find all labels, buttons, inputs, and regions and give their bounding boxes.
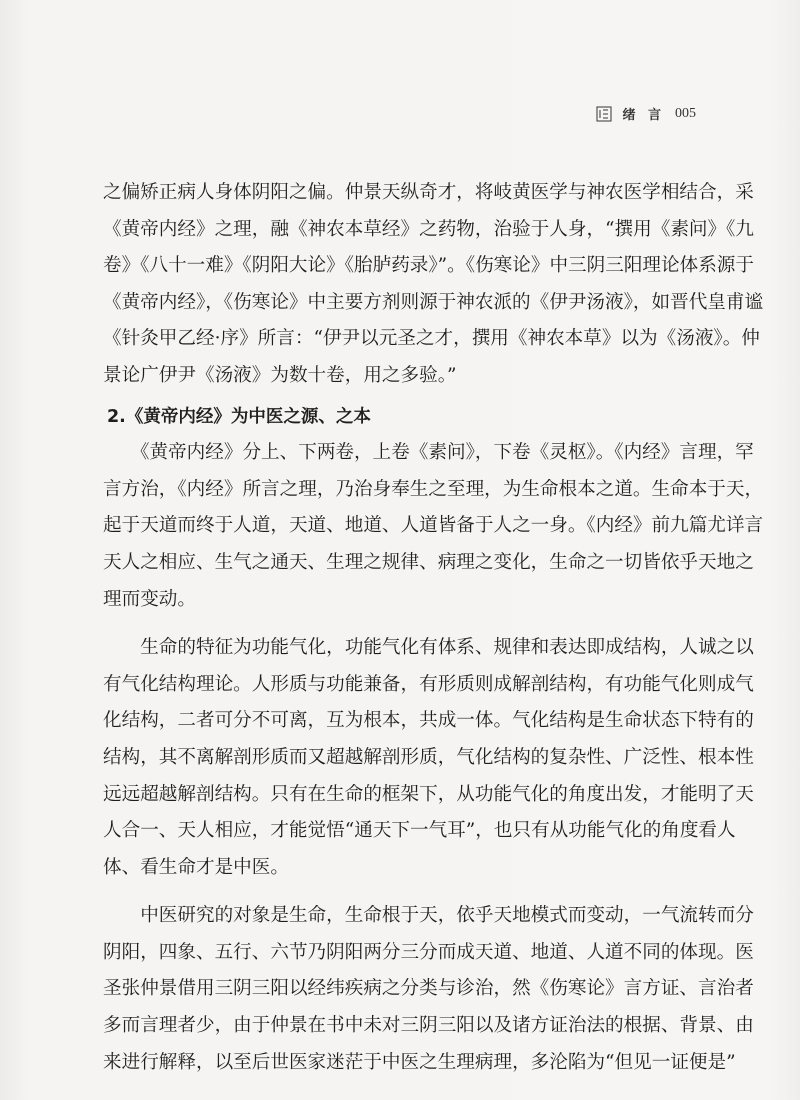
section-heading: 2.《黄帝内经》为中医之源、之本 [107, 406, 371, 427]
text-line: 结构，其不离解剖形质而又超越解剖形质，气化结构的复杂性、广泛性、根本性 [103, 746, 754, 768]
text-line: 《黄帝内经》之理，融《神农本草经》之药物，治验于人身，“撰用《素问》《九 [103, 218, 754, 240]
paragraph [103, 898, 754, 1081]
text-line: 起于天道而终于人道，天道、地道、人道皆备于人之一身。《内经》前九篇尤详言 [103, 515, 764, 537]
text-line: 体、看生命才是中医。 [103, 856, 289, 878]
text-line: 阴阳，四象、五行、六节乃阴阳两分三分而成天道、地道、人道不同的体现。医 [103, 941, 754, 963]
text-line: 化结构，二者可分不可离，互为根本，共成一体。气化结构是生命状态下特有的 [103, 710, 754, 732]
section-title: 绪 言 [622, 108, 665, 123]
text-line: 远远超越解剖结构。只有在生命的框架下，从功能气化的角度出发，才能明了天 [103, 783, 754, 805]
text-line: 天人之相应、生气之通天、生理之规律、病理之变化，生命之一切皆依乎天地之 [103, 551, 754, 573]
body-text [103, 175, 764, 1081]
paragraph [103, 175, 764, 395]
paragraph-gap [103, 886, 697, 898]
text-line: 《针灸甲乙经·序》所言：“伊尹以元圣之才，撰用《神农本草》以为《汤液》。仲 [103, 328, 760, 350]
book-seal-icon [596, 106, 612, 122]
text-line: 有气化结构理论。人形质与功能兼备，有形质则成解剖结构，有功能气化则成气 [103, 673, 754, 695]
text-line: 之偏矫正病人身体阴阳之偏。仲景天纵奇才，将岐黄医学与神农医学相结合，采 [103, 182, 754, 203]
text-line: 言方治，《内经》所言之理，乃治身奉生之至理，为生命根本之道。生命本于天， [103, 478, 764, 500]
running-header [596, 104, 696, 123]
text-line: 卷》《八十一难》《阴阳大论》《胎胪药录》”。《伤寒论》中三阴三阳理论体系源于 [103, 255, 754, 277]
text-line: 景论广伊尹《汤液》为数十卷，用之多验。” [103, 364, 457, 386]
text-line: 中医研究的对象是生命，生命根于天，依乎天地模式而变动，一气流转而分 [103, 905, 754, 927]
text-line: 来进行解释，以至后世医家迷茫于中医之生理病理，多沦陷为“但见一证便是” [103, 1051, 736, 1073]
text-line: 理而变动。 [103, 588, 196, 610]
page-number: 005 [675, 105, 696, 121]
paragraph [103, 630, 754, 886]
text-line: 《黄帝内经》，《伤寒论》中主要方剂则源于神农派的《伊尹汤液》，如晋代皇甫谧 [103, 291, 764, 313]
text-line: 《黄帝内经》分上、下两卷，上卷《素问》，下卷《灵枢》。《内经》言理，罕 [103, 442, 754, 464]
text-line: 人合一、天人相应，才能觉悟“通天下一气耳”，也只有从功能气化的角度看人 [103, 820, 736, 842]
text-line: 圣张仲景借用三阴三阳以经纬疾病之分类与诊治，然《伤寒论》言方证、言治者 [103, 978, 754, 1000]
text-line: 生命的特征为功能气化，功能气化有体系、规律和表达即成结构，人诚之以 [103, 637, 754, 659]
paragraph [103, 435, 764, 618]
text-line: 多而言理者少，由于仲景在书中未对三阴三阳以及诸方证治法的根据、背景、由 [103, 1015, 754, 1037]
paragraph-gap [103, 618, 697, 630]
